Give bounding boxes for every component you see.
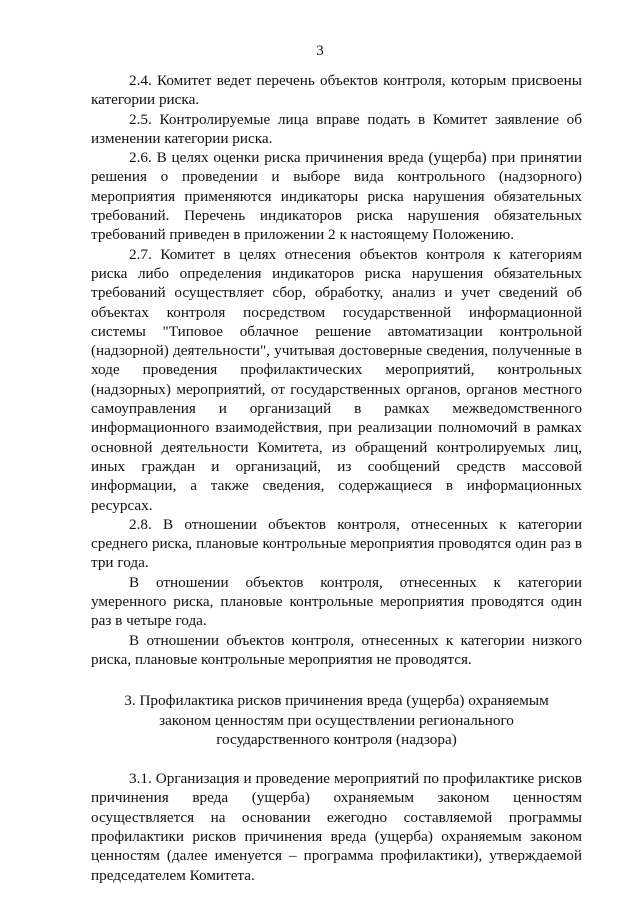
paragraph-2-5: 2.5. Контролируемые лица вправе подать в Комитет заявление об изменении категории риска. [91, 110, 582, 147]
paragraph-low-risk: В отношении объектов контроля, отнесенных к категории низкого риска, плановые контрольные мероприятия не проводятся. [91, 631, 582, 668]
paragraph-2-6: 2.6. В целях оценки риска причинения вреда (ущерба) при принятии решения о проведении и выборе вида контрольного (надзорного) мероприятия применяются индикаторы риска нарушения обязательных требований. Перечень индикаторов риска нарушения обязательных требований приведен в приложении 2 к настоящему Положению. [91, 149, 582, 244]
paragraph-moderate-risk: В отношении объектов контроля, отнесенных к категории умеренного риска, плановые контрольные мероприятия проводятся один раз в четыре года. [91, 573, 582, 630]
section-3-heading [91, 691, 582, 749]
paragraph-3-1: 3.1. Организация и проведение мероприятий по профилактике рисков причинения вреда (ущерба) охраняемым законом ценностям осуществляется на основании ежегодно составляемой программы профилактики рисков причинения вреда (ущерба) охраняемым законом ценностям (далее именуется – программа профилактики), утверждаемой председателем Комитета. [91, 770, 582, 884]
paragraph-2-7: 2.7. Комитет в целях отнесения объектов контроля к категориям риска либо определения индикаторов риска нарушения обязательных требований осуществляет сбор, обработку, анализ и учет сведений об объектах контроля посредством государственной информационной системы "Типовое облачное решение автоматизации контрольной (надзорной) деятельности", учитывая достоверные сведения, полученные в ходе проведения профилактических мероприятий, контрольных (надзорных) мероприятий, от государственных органов, органов местного самоуправления и организаций в рамках межведомственного информационного взаимодействия, при реализации полномочий в рамках основной деятельности Комитета, из обращений контролируемых лиц, иных граждан и организаций, из сообщений средств массовой информации, а также сведения, содержащиеся в информационных ресурсах. [91, 245, 582, 514]
section-heading-line: законом ценностям при осуществлении регионального [159, 711, 514, 729]
paragraph-2-8: 2.8. В отношении объектов контроля, отнесенных к категории среднего риска, плановые контрольные мероприятия проводятся один раз в три года. [91, 515, 582, 572]
section-heading-line: государственного контроля (надзора) [216, 730, 457, 748]
paragraph-2-4: 2.4. Комитет ведет перечень объектов контроля, которым присвоены категории риска. [91, 72, 582, 109]
section-heading-line: 3. Профилактика рисков причинения вреда (ущерба) охраняемым [124, 692, 549, 710]
page-number: 3 [316, 43, 324, 59]
document-body [91, 71, 582, 885]
